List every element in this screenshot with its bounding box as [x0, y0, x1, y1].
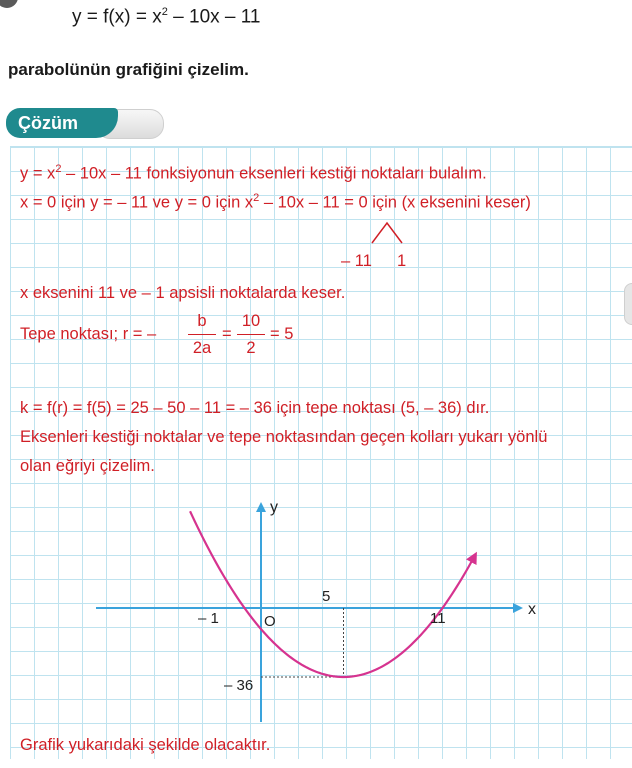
- y-axis-label: y: [270, 499, 278, 516]
- solution-line-3: x eksenini 11 ve – 1 apsisli noktalarda keser.: [20, 284, 346, 302]
- footer-text: Grafik yukarıdaki şekilde olacaktır.: [20, 736, 271, 754]
- fraction-numerator: b: [188, 312, 216, 335]
- vertex-prefix: Tepe noktası; r = –: [20, 325, 157, 343]
- tick-label-x-11: 11: [430, 610, 446, 627]
- intro-text: parabolünün grafiğini çizelim.: [8, 60, 249, 79]
- fraction-10-over-2: [237, 312, 265, 358]
- origin-label: O: [264, 613, 276, 630]
- side-tab-decor: [624, 283, 632, 325]
- equation: $y = f(x) = x^2 - 10x - 11$: [72, 6, 261, 28]
- solution-line-5: k = f(r) = f(5) = 25 – 50 – 11 = – 36 için tepe noktası (5, – 36) dır.: [20, 399, 490, 417]
- vertex-result: = 5: [270, 325, 294, 343]
- tick-label-y-neg36: – 36: [224, 677, 254, 694]
- x-axis-label: x: [528, 601, 536, 618]
- fraction-denominator: 2a: [192, 339, 212, 357]
- factor-split-mark: [368, 220, 408, 246]
- fraction-b-over-2a: [188, 312, 216, 358]
- root-right: 1: [397, 252, 407, 270]
- vertex-equals: =: [222, 325, 232, 343]
- root-left: – 11: [341, 252, 372, 270]
- solution-line-7: olan eğriyi çizelim.: [20, 457, 155, 475]
- tick-label-x-neg1: – 1: [198, 610, 219, 627]
- parabola-chart: [0, 490, 632, 730]
- solution-line-2: x = 0 için y = – 11 ve y = 0 için $x^2 - 10x - 11 = 0$ için (x eksenini keser): [20, 192, 531, 212]
- fraction-numerator: 10: [237, 312, 265, 335]
- parabola-curve: [190, 511, 475, 677]
- solution-line-1: $y = x^2 - 10x - 11$ fonksiyonun eksenleri kestiği noktaları bulalım.: [20, 163, 487, 183]
- tick-label-x-5: 5: [322, 588, 331, 605]
- badge-label: Çözüm: [6, 108, 118, 138]
- solution-line-6: Eksenleri kestiği noktalar ve tepe noktasından geçen kolları yukarı yönlü: [20, 428, 548, 446]
- bullet-icon: [0, 0, 18, 8]
- fraction-denominator: 2: [246, 339, 256, 357]
- solution-badge: [6, 108, 162, 138]
